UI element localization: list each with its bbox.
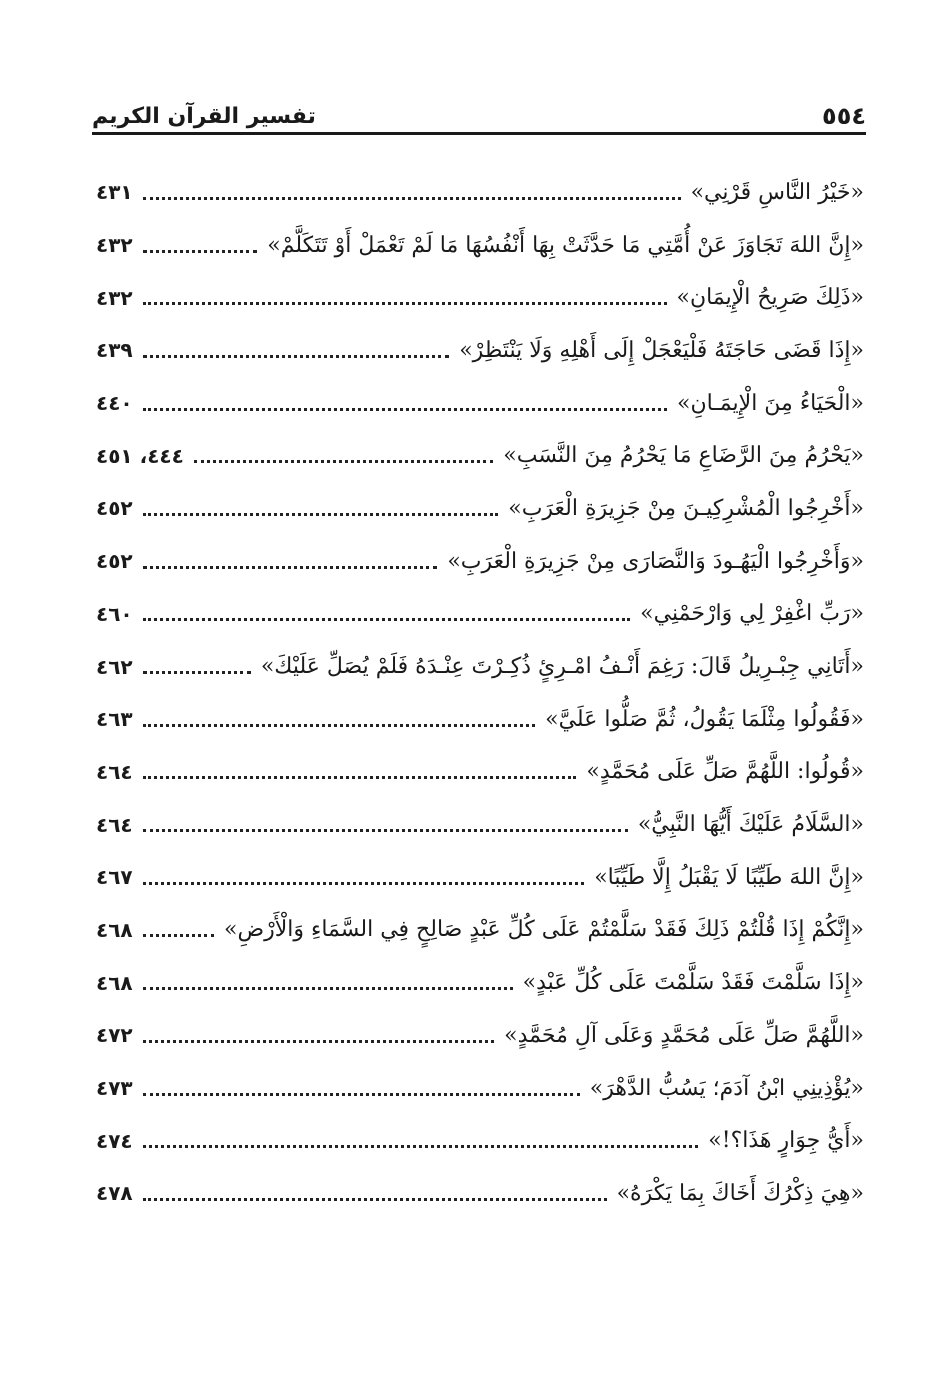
dot-leader — [143, 250, 258, 253]
entry-text: «إِنَّ اللهَ تَجَاوَزَ عَنْ أُمَّتِي مَا حَدَّثَتْ بِهَا أَنْفُسُهَا مَا لَمْ تَعْمَلْ أَوْ تَتَكَلَّمْ» — [267, 232, 864, 258]
entry-page-ref: ٤٣٩ — [96, 338, 133, 363]
entry-text: «الْحَيَاءُ مِنَ الْإِيمَـانِ» — [677, 390, 864, 416]
entry-page-ref: ٤٤٤، ٤٥١ — [96, 443, 184, 468]
dot-leader — [143, 829, 628, 832]
dot-leader — [143, 618, 631, 621]
index-entry — [96, 429, 864, 482]
entry-page-ref: ٤٤٠ — [96, 391, 133, 416]
dot-leader — [143, 1040, 495, 1043]
entry-page-ref: ٤٥٢ — [96, 496, 133, 521]
index-entry — [96, 271, 864, 324]
entry-text: «يَحْرُمُ مِنَ الرَّضَاعِ مَا يَحْرُمُ مِنَ النَّسَبِ» — [503, 443, 864, 469]
entry-page-ref: ٤٦٤ — [96, 759, 133, 784]
dot-leader — [143, 1145, 699, 1148]
index-entry — [96, 377, 864, 430]
dot-leader — [143, 302, 667, 305]
entry-text: «أَخْرِجُوا الْمُشْرِكِيـنَ مِنْ جَزِيرَةِ الْعَرَبِ» — [508, 495, 864, 521]
index-entry — [96, 746, 864, 799]
dot-leader — [143, 671, 251, 674]
entry-page-ref: ٤٧٨ — [96, 1181, 133, 1206]
entry-text: «هِيَ ذِكْرُكَ أَخَاكَ بِمَا يَكْرَهُ» — [616, 1180, 864, 1206]
page-number: ٥٥٤ — [822, 102, 866, 130]
entry-page-ref: ٤٣٢ — [96, 285, 133, 310]
entry-page-ref: ٤٧٢ — [96, 1023, 133, 1048]
dot-leader — [194, 460, 493, 463]
entry-text: «اللَّهُمَّ صَلِّ عَلَى مُحَمَّدٍ وَعَلَى آلِ مُحَمَّدٍ» — [504, 1022, 864, 1048]
entry-page-ref: ٤٦٨ — [96, 970, 133, 995]
index-entry — [96, 1062, 864, 1115]
dot-leader — [143, 1093, 580, 1096]
entry-text: «خَيْرُ النَّاسِ قَرْنِي» — [690, 179, 864, 205]
index-entry — [96, 904, 864, 957]
dot-leader — [143, 934, 214, 937]
dot-leader — [143, 724, 536, 727]
entry-text: «أَيُّ جِوَارٍ هَذَا؟!» — [708, 1128, 864, 1154]
dot-leader — [143, 566, 438, 569]
entry-page-ref: ٤٦٧ — [96, 865, 133, 890]
entry-text: «السَّلَامُ عَلَيْكَ أَيُّهَا النَّبِيُّ» — [637, 812, 864, 838]
entry-text: «إِنَّكُمْ إِذَا قُلْتُمْ ذَلِكَ فَقَدْ سَلَّمْتُمْ عَلَى كُلِّ عَبْدٍ صَالِحٍ فِي السَّمَاءِ وَالْأَرْضِ» — [224, 917, 864, 943]
entry-page-ref: ٤٦٣ — [96, 707, 133, 732]
entry-page-ref: ٤٧٤ — [96, 1128, 133, 1153]
index-entry — [96, 1009, 864, 1062]
index-entry — [96, 956, 864, 1009]
entry-text: «ذَلِكَ صَرِيحُ الْإِيمَانِ» — [676, 285, 864, 311]
entry-page-ref: ٤٥٢ — [96, 549, 133, 574]
entry-text: «رَبِّ اغْفِرْ لِي وَارْحَمْنِي» — [640, 601, 864, 627]
entry-page-ref: ٤٣١ — [96, 180, 133, 205]
entry-page-ref: ٤٧٣ — [96, 1076, 133, 1101]
dot-leader — [143, 987, 513, 990]
index-entry — [96, 798, 864, 851]
index-entry — [96, 535, 864, 588]
entry-page-ref: ٤٦٢ — [96, 654, 133, 679]
entry-text: «إِذَا قَضَى حَاجَتَهُ فَلْيَعْجَلْ إِلَى أَهْلِهِ وَلَا يَنْتَظِرْ» — [459, 337, 864, 363]
entry-text: «فَقُولُوا مِثْلَمَا يَقُولُ، ثُمَّ صَلُّوا عَلَيَّ» — [545, 706, 864, 732]
index-entry — [96, 482, 864, 535]
index-entry — [96, 640, 864, 693]
entry-page-ref: ٤٣٢ — [96, 233, 133, 258]
index-entry — [96, 693, 864, 746]
entry-page-ref: ٤٦٤ — [96, 812, 133, 837]
entry-page-ref: ٤٦٠ — [96, 601, 133, 626]
index-entry — [96, 324, 864, 377]
header-title: تفسير القرآن الكريم — [92, 104, 316, 129]
index-entry — [96, 588, 864, 641]
index-entry — [96, 166, 864, 219]
entry-text: «قُولُوا: اللَّهُمَّ صَلِّ عَلَى مُحَمَّدٍ» — [586, 759, 864, 785]
index-entry — [96, 219, 864, 272]
entry-text: «يُؤْذِينِي ابْنُ آدَمَ؛ يَسُبُّ الدَّهْرَ» — [589, 1075, 864, 1101]
entry-text: «أَتَانِي جِبْـرِيلُ قَالَ: رَغِمَ أَنْـفُ امْـرِئٍ ذُكِـرْتَ عِنْـدَهُ فَلَمْ يُصَلِّ عَلَيْكَ» — [260, 654, 864, 680]
dot-leader — [143, 408, 667, 411]
index-entry — [96, 1167, 864, 1220]
dot-leader — [143, 1198, 607, 1201]
entry-page-ref: ٤٦٨ — [96, 917, 133, 942]
dot-leader — [143, 355, 450, 358]
entry-text: «إِذَا سَلَّمْتَ فَقَدْ سَلَّمْتَ عَلَى كُلِّ عَبْدٍ» — [522, 970, 864, 996]
dot-leader — [143, 776, 577, 779]
dot-leader — [143, 513, 499, 516]
running-header — [92, 88, 866, 128]
index-entry — [96, 851, 864, 904]
index-entry — [96, 1114, 864, 1167]
dot-leader — [143, 197, 681, 200]
header-rule — [92, 132, 866, 135]
entry-text: «وَأَخْرِجُوا الْيَهُـودَ وَالنَّصَارَى مِنْ جَزِيرَةِ الْعَرَبِ» — [447, 548, 864, 574]
hadith-index-list — [96, 166, 864, 1220]
dot-leader — [143, 882, 585, 885]
entry-text: «إِنَّ اللهَ طَيِّبًا لَا يَقْبَلُ إِلَّا طَيِّبًا» — [594, 864, 864, 890]
